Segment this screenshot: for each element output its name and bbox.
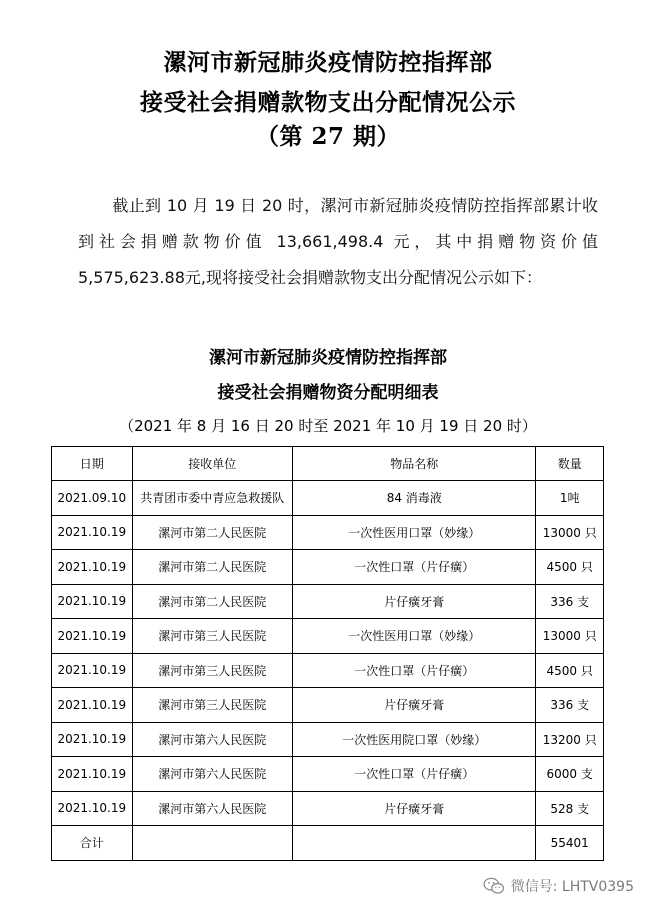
cell-quantity: 336 支 — [536, 584, 604, 619]
cell-item: 片仔癀牙膏 — [293, 688, 536, 723]
table-period: （2021 年 8 月 16 日 20 时至 2021 年 10 月 19 日 20 时） — [119, 417, 537, 435]
wechat-icon — [483, 877, 505, 895]
table-row — [52, 791, 604, 826]
total-empty-cell — [293, 826, 536, 861]
cell-item: 片仔癀牙膏 — [293, 584, 536, 619]
cell-recipient: 漯河市第三人民医院 — [132, 619, 292, 654]
table-row — [52, 688, 604, 723]
watermark-text: 微信号: LHTV0395 — [510, 879, 634, 895]
cell-item: 一次性口罩（片仔癀） — [293, 757, 536, 792]
cell-item: 一次性医用院口罩（妙缘） — [293, 722, 536, 757]
cell-item: 一次性口罩（片仔癀） — [293, 653, 536, 688]
cell-date: 2021.10.19 — [52, 619, 133, 654]
cell-recipient: 共青团市委中青应急救援队 — [132, 481, 292, 516]
header-recipient: 接收单位 — [132, 447, 292, 481]
cell-quantity: 528 支 — [536, 791, 604, 826]
cell-item: 片仔癀牙膏 — [293, 791, 536, 826]
cell-recipient: 漯河市第六人民医院 — [132, 722, 292, 757]
cell-item: 一次性医用口罩（妙缘） — [293, 619, 536, 654]
cell-quantity: 6000 支 — [536, 757, 604, 792]
cell-quantity: 13000 只 — [536, 619, 604, 654]
cell-recipient: 漯河市第六人民医院 — [132, 791, 292, 826]
table-title-line1: 漯河市新冠肺炎疫情防控指挥部 — [209, 348, 447, 368]
table-title-line2: 接受社会捐赠物资分配明细表 — [217, 383, 439, 403]
cell-recipient: 漯河市第六人民医院 — [132, 757, 292, 792]
cell-date: 2021.10.19 — [52, 688, 133, 723]
cell-date: 2021.10.19 — [52, 722, 133, 757]
cell-date: 2021.10.19 — [52, 584, 133, 619]
cell-recipient: 漯河市第三人民医院 — [132, 688, 292, 723]
cell-quantity: 1吨 — [536, 481, 604, 516]
cell-item: 84 消毒液 — [293, 481, 536, 516]
cell-item: 一次性医用口罩（妙缘） — [293, 515, 536, 550]
total-value: 55401 — [536, 826, 604, 861]
doc-title-line1: 漯河市新冠肺炎疫情防控指挥部 — [163, 49, 493, 76]
donation-table — [51, 446, 604, 861]
cell-date: 2021.10.19 — [52, 550, 133, 585]
doc-title-issue: （第 27 期） — [255, 123, 401, 150]
cell-recipient: 漯河市第二人民医院 — [132, 584, 292, 619]
intro-paragraph — [78, 188, 598, 296]
total-label: 合计 — [52, 826, 133, 861]
table-row — [52, 481, 604, 516]
table-row — [52, 619, 604, 654]
cell-quantity: 13000 只 — [536, 515, 604, 550]
cell-quantity: 4500 只 — [536, 550, 604, 585]
table-row — [52, 550, 604, 585]
table-row — [52, 515, 604, 550]
doc-title-line2: 接受社会捐赠款物支出分配情况公示 — [140, 89, 516, 116]
cell-date: 2021.10.19 — [52, 757, 133, 792]
cell-date: 2021.10.19 — [52, 791, 133, 826]
cell-recipient: 漯河市第二人民医院 — [132, 515, 292, 550]
cell-recipient: 漯河市第三人民医院 — [132, 653, 292, 688]
total-empty-cell — [132, 826, 292, 861]
header-date: 日期 — [52, 447, 133, 481]
cell-recipient: 漯河市第二人民医院 — [132, 550, 292, 585]
table-row — [52, 722, 604, 757]
table-total-row — [52, 826, 604, 861]
header-item: 物品名称 — [293, 447, 536, 481]
cell-date: 2021.10.19 — [52, 653, 133, 688]
cell-date: 2021.10.19 — [52, 515, 133, 550]
intro-text: 截止到 10 月 19 日 20 时，漯河市新冠肺炎疫情防控指挥部累计收到社会捐赠款物价值 13,661,498.4 元，其中捐赠物资价值 5,575,623.88元,现将接受社会捐赠款物支出分配情况公示如下： — [78, 196, 598, 287]
table-row — [52, 653, 604, 688]
cell-quantity: 4500 只 — [536, 653, 604, 688]
cell-date: 2021.09.10 — [52, 481, 133, 516]
table-row — [52, 584, 604, 619]
table-header-row — [52, 447, 604, 481]
cell-quantity: 336 支 — [536, 688, 604, 723]
cell-item: 一次性口罩（片仔癀） — [293, 550, 536, 585]
header-quantity: 数量 — [536, 447, 604, 481]
cell-quantity: 13200 只 — [536, 722, 604, 757]
table-row — [52, 757, 604, 792]
watermark — [483, 876, 634, 896]
